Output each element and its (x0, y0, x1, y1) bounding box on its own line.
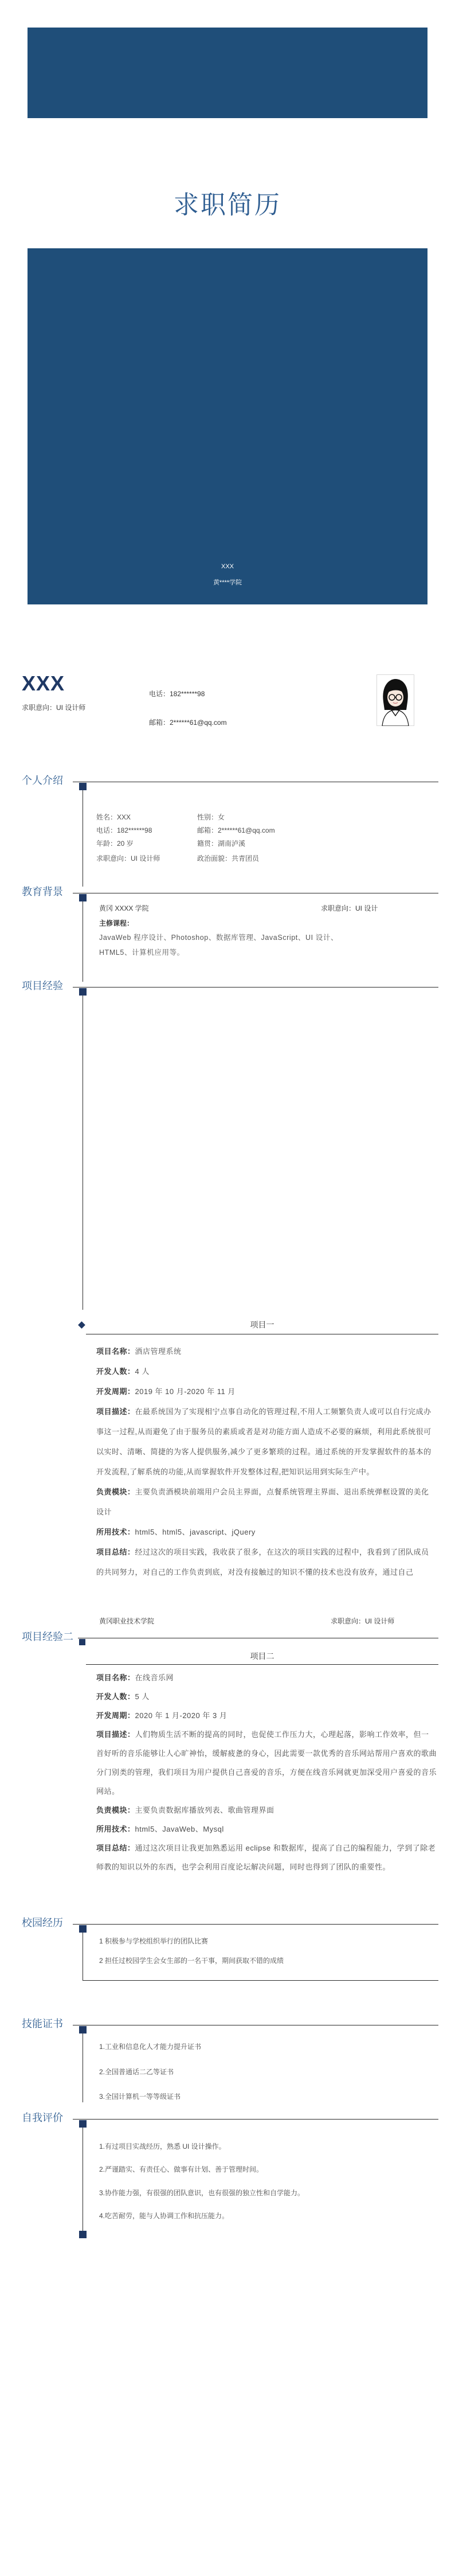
project-row (96, 1801, 437, 1820)
row-label: 开发周期： (96, 1711, 135, 1720)
row-value: 主要负责酒模块前端用户会员主界面，点餐系统管理主界面、退出系统弹框设置的美化设计 (96, 1488, 429, 1516)
row-value: 通过这次项目让我更加熟悉运用 eclipse 和数据库，提高了自己的编程能力，学到了除老师教的知识以外的东西，也学会利用百度论坛解决问题，同时也得到了团队的重要性。 (96, 1844, 436, 1871)
header-phone: 电话：182******98 (149, 690, 205, 698)
project-row (96, 1725, 437, 1801)
personal-hometown: 籍贯：湖南泸溪 (197, 840, 246, 848)
row-label: 负责模块： (96, 1806, 135, 1814)
personal-email: 邮箱：2******61@qq.com (197, 826, 275, 834)
cover-school: 黄****学院 (213, 579, 242, 586)
project-diamond-marker (78, 1321, 85, 1329)
project-row (96, 1706, 437, 1725)
row-value: 经过这次的项目实践，我收获了很多，在这次的项目实践的过程中，我看到了团队成员的共同努力，对自己的工作负责到底，对没有接触过的知识不懂的技术也没有放弃，通过自己 (96, 1548, 429, 1576)
timeline-end-marker (79, 2231, 87, 2238)
skill-item: 3.全国计算机一等等级证书 (99, 2093, 181, 2101)
section-rule (73, 987, 438, 988)
self-eval-item: 1.有过项目实战经历，熟悉 UI 设计操作。 (99, 2142, 226, 2150)
campus-item: 1 积极参与学校组织举行的团队比赛 (99, 1937, 209, 1945)
skill-item: 2.全国普通话二乙等证书 (99, 2068, 174, 2076)
project-1-details (96, 1341, 437, 1582)
cover-image-block (28, 248, 427, 604)
project-2-heading: 项目二 (250, 1652, 274, 1661)
resume-name: XXX (22, 672, 65, 695)
section-marker (79, 2026, 87, 2034)
personal-name: 姓名：XXX (96, 813, 131, 821)
row-label: 项目描述： (96, 1407, 135, 1416)
section-title-skills: 技能证书 (22, 2018, 63, 2029)
project-row (96, 1522, 437, 1542)
row-value: html5、JavaWeb、Mysql (135, 1825, 224, 1833)
section-rule (73, 1924, 438, 1925)
project-row (96, 1402, 437, 1482)
section-rule (73, 2119, 438, 2120)
section-marker (79, 2120, 87, 2128)
personal-political: 政治面貌：共青团员 (197, 854, 260, 862)
cover-top-block (28, 28, 427, 118)
row-value: 在线音乐网 (135, 1673, 174, 1682)
personal-age: 年龄：20 岁 (96, 840, 134, 848)
project-row (96, 1820, 437, 1839)
row-value: 2020 年 1 月-2020 年 3 月 (135, 1711, 227, 1720)
project-row (96, 1687, 437, 1706)
section-marker (79, 1639, 85, 1645)
row-label: 所用技术： (96, 1825, 135, 1833)
section-marker (79, 783, 87, 790)
row-label: 开发周期： (96, 1387, 135, 1396)
row-value: 酒店管理系统 (135, 1347, 182, 1356)
header-intent: 求职意向：UI 设计师 (22, 704, 86, 712)
row-value: 2019 年 10 月-2020 年 11 月 (135, 1387, 236, 1396)
row-value: html5、html5、javascript、jQuery (135, 1528, 256, 1536)
section-marker (79, 894, 87, 901)
education-courses-line-2: HTML5、计算机应用等。 (99, 949, 185, 957)
row-label: 项目总结： (96, 1548, 135, 1556)
row-label: 所用技术： (96, 1528, 135, 1536)
project-2-details (96, 1668, 437, 1876)
row-label: 开发人数： (96, 1367, 135, 1376)
self-eval-item: 2.严谨踏实、有责任心、做事有计划、善于管理时间。 (99, 2165, 264, 2173)
row-label: 项目名称： (96, 1673, 135, 1682)
section-title-education: 教育背景 (22, 886, 63, 897)
section-title-campus: 校园经历 (22, 1917, 63, 1929)
row-label: 开发人数： (96, 1692, 135, 1701)
header-email: 邮箱：2******61@qq.com (149, 719, 227, 727)
cartoon-girl-avatar-icon (376, 674, 414, 726)
cover-title: 求职简历 (174, 191, 281, 219)
project-rule (86, 1664, 438, 1665)
personal-gender: 性别：女 (197, 813, 225, 821)
education-intent: 求职意向：UI 设计 (321, 904, 378, 912)
section-bottom-rule (83, 1980, 438, 1981)
row-label: 项目名称： (96, 1347, 135, 1356)
campus-item: 2 担任过校园学生会女生部的一名干事，期间获取不错的成绩 (99, 1957, 284, 1965)
self-eval-item: 4.吃苦耐劳，能与人协调工作和抗压能力。 (99, 2212, 229, 2220)
education-school: 黄冈 XXXX 学院 (99, 904, 149, 912)
cover-name: XXX (221, 563, 234, 570)
project-row (96, 1542, 437, 1582)
row-label: 项目总结： (96, 1844, 135, 1852)
row-label: 负责模块： (96, 1488, 135, 1496)
row-value: 4 人 (135, 1367, 150, 1376)
section-marker (79, 988, 87, 996)
project-school-intent: 求职意向：UI 设计师 (331, 1617, 395, 1625)
row-value: 主要负责数据库播放列表、歌曲管理界面 (135, 1806, 274, 1814)
section-title-projects-2: 项目经验二 (22, 1631, 73, 1642)
project-row (96, 1668, 437, 1687)
project-row (96, 1341, 437, 1361)
project-1-heading: 项目一 (250, 1320, 274, 1329)
section-marker (79, 1925, 87, 1933)
row-value: 5 人 (135, 1692, 150, 1701)
section-title-personal: 个人介绍 (22, 775, 63, 786)
project-row (96, 1482, 437, 1522)
personal-phone: 电话：182******98 (96, 826, 152, 834)
education-courses-label: 主修课程： (99, 919, 134, 927)
project-row (96, 1381, 437, 1402)
project-row (96, 1839, 437, 1876)
skill-item: 1.工业和信息化人才能力提升证书 (99, 2043, 202, 2051)
self-eval-item: 3.协作能力强，有很强的团队意识，也有很强的独立性和自学能力。 (99, 2189, 305, 2197)
section-title-self-eval: 自我评价 (22, 2112, 63, 2124)
education-courses-line-1: JavaWeb 程序设计、Photoshop、数据库管理、JavaScript、UI 设计、 (99, 934, 339, 942)
row-value: 在最系统国为了实现相宁点事自动化的管理过程,不用人工频繁负责人或可以自行完成办事这一过程,从而避免了由于服务员的素质或者是对功能方面人造成不必要的麻烦，利用此系统很可以实时、清晰、简捷的为客人提供服务,减少了更多繁琐的过程。通过系统的开发掌握软件的基本的开发流程,了解系统的功能,从而掌握软件开发整体过程,把知识运用到实际生产中。 (96, 1407, 432, 1476)
personal-intent: 求职意向：UI 设计师 (96, 854, 160, 862)
section-title-projects: 项目经验 (22, 980, 63, 992)
project-school: 黄冈职业技术学院 (99, 1617, 155, 1625)
row-value: 人们物质生活不断的提高的同时，也促使工作压力大，心理起落，影响工作效率，但一首好听的音乐能够让人心旷神怡，缓解疲惫的身心，因此需要一款优秀的音乐网站帮用户喜欢的歌曲分门别类的管理，我们项目为用户提供自己喜爱的音乐，方便在线音乐网就更加深受用户喜爱的音乐网站。 (96, 1730, 437, 1796)
project-row (96, 1361, 437, 1381)
avatar-svg (376, 674, 414, 726)
row-label: 项目描述： (96, 1730, 135, 1739)
